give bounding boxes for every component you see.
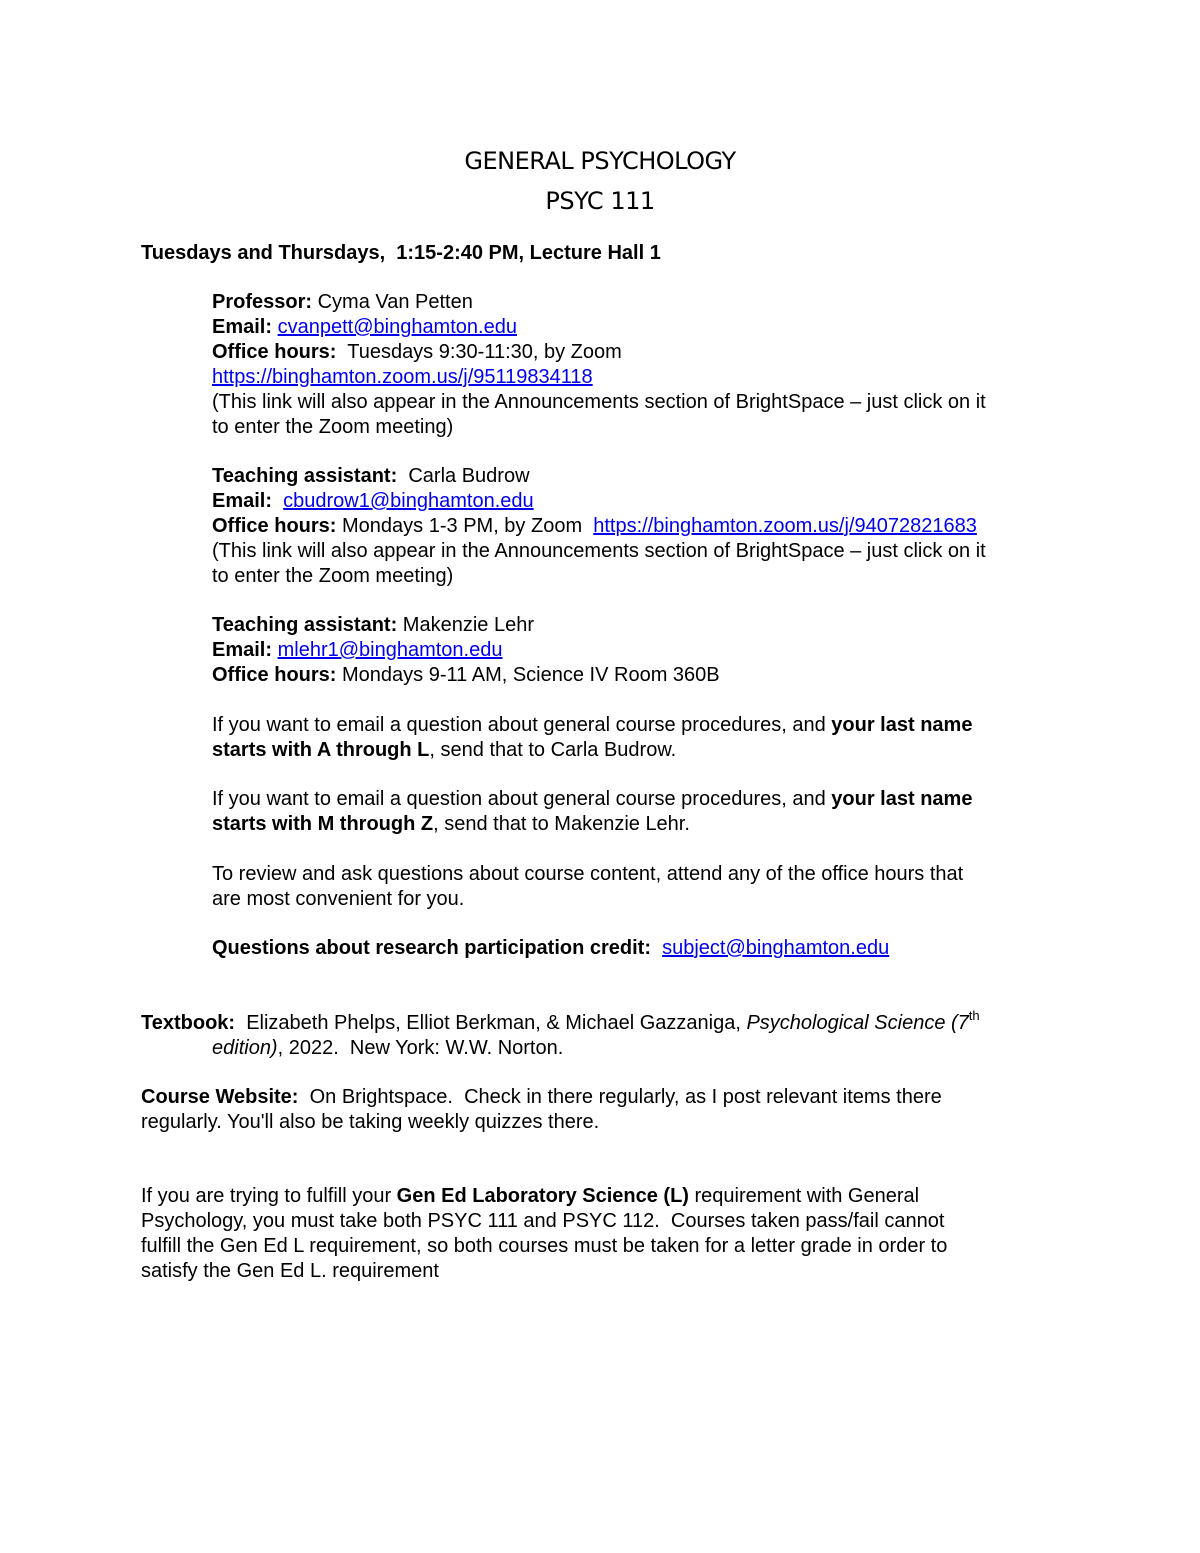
- ta2-email-line: [212, 638, 502, 663]
- gen-ed-requirement: Gen Ed Laboratory Science (L): [396, 1185, 689, 1207]
- gen-ed-line2: Psychology, you must take both PSYC 111 and PSYC 112. Courses taken pass/fail cannot: [141, 1210, 945, 1232]
- ta2-email-label: Email:: [212, 639, 273, 661]
- research-credit-label: Questions about research participation credit:: [212, 937, 651, 959]
- professor-office-hours: Tuesdays 9:30-11:30, by Zoom: [347, 341, 622, 363]
- routing-m-z-line1: [212, 787, 972, 812]
- schedule-line: [141, 241, 661, 266]
- ta1-email-label: Email:: [212, 490, 273, 512]
- professor-label: Professor:: [212, 291, 313, 313]
- schedule-text: Tuesdays and Thursdays, 1:15-2:40 PM, Lecture Hall 1: [141, 242, 661, 264]
- routing-m-z-line2: [212, 812, 690, 837]
- professor-name: Cyma Van Petten: [317, 291, 473, 313]
- ta1-note-line1: (This link will also appear in the Announcements section of BrightSpace – just click on it: [212, 540, 986, 562]
- ta1-email-line: [212, 489, 534, 514]
- professor-email-label: Email:: [212, 316, 273, 338]
- course-code: PSYC 111: [545, 187, 655, 215]
- ta1-office-hours-label: Office hours:: [212, 515, 337, 537]
- ta1-zoom-link[interactable]: https://binghamton.zoom.us/j/94072821683: [593, 515, 977, 537]
- textbook-line1: [141, 1008, 980, 1036]
- ta2-office-hours: Mondays 9-11 AM, Science IV Room 360B: [342, 664, 720, 686]
- textbook-edition: edition): [212, 1037, 278, 1059]
- professor-zoom-link[interactable]: https://binghamton.zoom.us/j/95119834118: [212, 366, 593, 388]
- professor-zoom-line: [212, 365, 593, 390]
- routing-m-z-recipient: , send that to Makenzie Lehr.: [433, 813, 690, 835]
- research-credit-email-link[interactable]: subject@binghamton.edu: [662, 937, 890, 959]
- professor-note-line1: (This link will also appear in the Announcements section of BrightSpace – just click on it: [212, 391, 986, 413]
- ta2-name: Makenzie Lehr: [402, 614, 534, 636]
- professor-email-link[interactable]: cvanpett@binghamton.edu: [277, 316, 517, 338]
- ta2-office-hours-line: [212, 663, 720, 688]
- ta1-note-line2: to enter the Zoom meeting): [212, 565, 454, 587]
- ta1-email-link[interactable]: cbudrow1@binghamton.edu: [283, 490, 534, 512]
- research-credit-line: [212, 936, 889, 961]
- textbook-authors: Elizabeth Phelps, Elliot Berkman, & Michael Gazzaniga,: [246, 1012, 747, 1034]
- routing-a-l-line2: [212, 738, 676, 763]
- professor-email-line: [212, 315, 517, 340]
- gen-ed-rest: requirement with General: [688, 1185, 920, 1207]
- professor-office-hours-label: Office hours:: [212, 341, 337, 363]
- ta1-name-line: [212, 464, 530, 489]
- ta1-name: Carla Budrow: [408, 465, 530, 487]
- website-label: Course Website:: [141, 1086, 299, 1108]
- course-title: GENERAL PSYCHOLOGY: [464, 147, 736, 175]
- content-review-line1: To review and ask questions about course content, attend any of the office hours that: [212, 863, 964, 885]
- routing-a-l-bold: your last name: [831, 714, 973, 736]
- textbook-title: Psychological Science (7: [746, 1012, 969, 1034]
- gen-ed-intro: If you are trying to fulfill your: [141, 1185, 397, 1207]
- routing-m-z-bold: your last name: [831, 788, 973, 810]
- ta2-label: Teaching assistant:: [212, 614, 398, 636]
- ta2-office-hours-label: Office hours:: [212, 664, 337, 686]
- gen-ed-line4: satisfy the Gen Ed L. requirement: [141, 1260, 439, 1282]
- textbook-publication: , 2022. New York: W.W. Norton.: [277, 1037, 564, 1059]
- textbook-edition-sup: th: [968, 1008, 980, 1023]
- gen-ed-line3: fulfill the Gen Ed L requirement, so both courses must be taken for a letter grade in order to: [141, 1235, 948, 1257]
- ta1-label: Teaching assistant:: [212, 465, 398, 487]
- professor-name-line: [212, 290, 473, 315]
- gen-ed-line1: [141, 1184, 919, 1209]
- routing-a-l-range: starts with A through L: [212, 739, 430, 761]
- routing-a-l-line1: [212, 713, 972, 738]
- textbook-line2: [212, 1036, 563, 1061]
- routing-m-z-text: If you want to email a question about general course procedures, and: [212, 788, 832, 810]
- ta2-email-link[interactable]: mlehr1@binghamton.edu: [277, 639, 503, 661]
- routing-m-z-range: starts with M through Z: [212, 813, 434, 835]
- content-review-line2: are most convenient for you.: [212, 888, 465, 910]
- website-line2: regularly. You'll also be taking weekly quizzes there.: [141, 1111, 600, 1133]
- website-line1: [141, 1085, 942, 1110]
- ta1-office-hours: Mondays 1-3 PM, by Zoom: [342, 515, 583, 537]
- professor-office-hours-line: [212, 340, 622, 365]
- routing-a-l-recipient: , send that to Carla Budrow.: [429, 739, 677, 761]
- textbook-label: Textbook:: [141, 1012, 236, 1034]
- routing-a-l-text: If you want to email a question about general course procedures, and: [212, 714, 832, 736]
- ta1-office-hours-line: [212, 514, 977, 539]
- ta2-name-line: [212, 613, 534, 638]
- website-text: On Brightspace. Check in there regularly, as I post relevant items there: [309, 1086, 942, 1108]
- professor-note-line2: to enter the Zoom meeting): [212, 416, 454, 438]
